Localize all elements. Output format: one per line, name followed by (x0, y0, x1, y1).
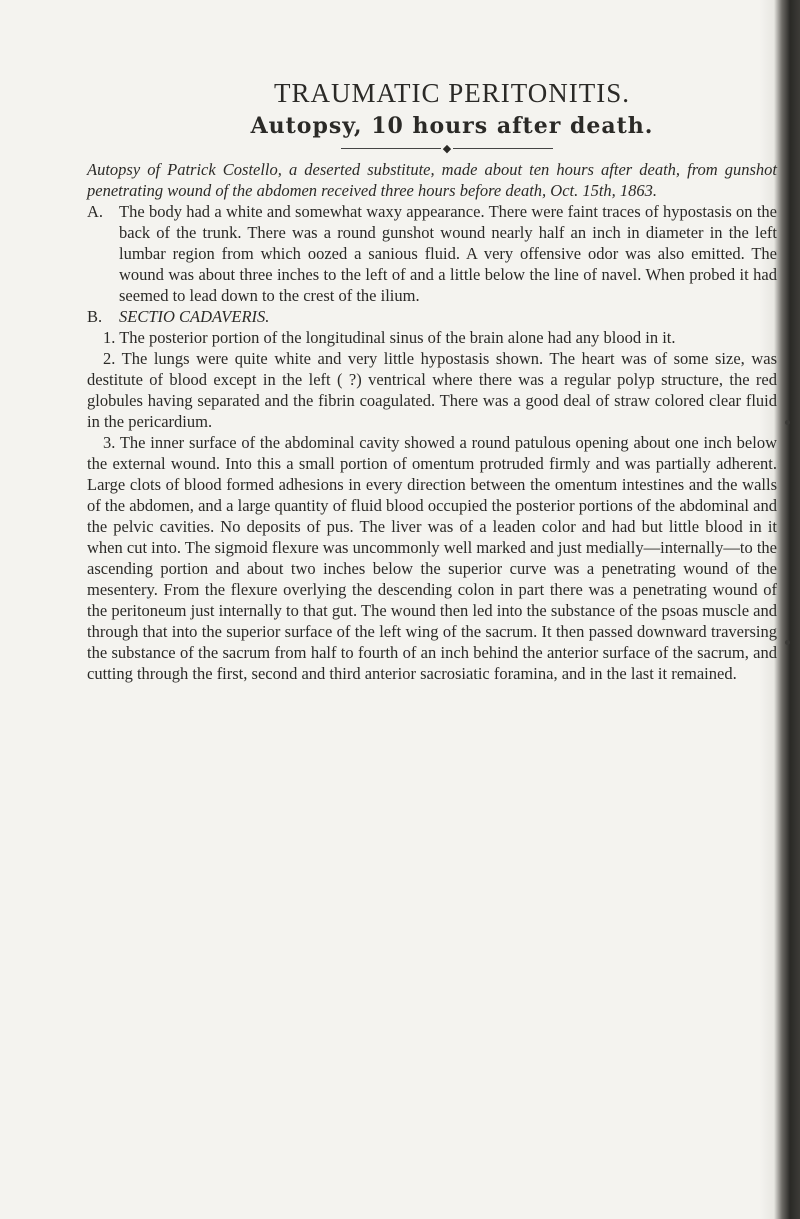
intro-paragraph: Autopsy of Patrick Costello, a deserted substitute, made about ten hours after death, from gunshot penetrating wound of the abdomen received three hours before death, Oct. 15th, 1863. (87, 160, 777, 200)
paragraph-1: 1. The posterior portion of the longitudinal sinus of the brain alone had any blood in it. (103, 328, 676, 347)
section-b-heading (87, 306, 777, 327)
section-b-title: SECTIO CADAVERIS. (119, 307, 270, 326)
ornament-divider (87, 139, 777, 157)
paragraph-2: 2. The lungs were quite white and very little hypostasis shown. The heart was of some size, was destitute of blood except in the left ( ?) ventrical where there was a regular polyp structure, the red globules having separated and the fibrin coagulated. There was a good deal of straw colored clear fluid in the pericardium. (87, 349, 777, 431)
section-a-text: The body had a white and somewhat waxy appearance. There were faint traces of hypostasis on the back of the trunk. There was a round gunshot wound nearly half an inch in diameter in the left lumbar region from which oozed a sanious fluid. A very offensive odor was also emitted. The wound was about three inches to the left of and a little below the line of navel. When probed it had seemed to lead down to the crest of the ilium. (119, 202, 777, 305)
section-a (87, 201, 777, 306)
section-b-label: B. (87, 307, 103, 326)
page-title: TRAUMATIC PERITONITIS. (273, 78, 630, 108)
page-subtitle: Autopsy, 10 hours after death. (250, 113, 654, 139)
section-a-label: A. (87, 202, 104, 221)
diamond-ornament-icon: ◆ (442, 142, 452, 155)
paragraph-3: 3. The inner surface of the abdominal cavity showed a round patulous opening about one inch below the external wound. Into this a small portion of omentum protruded firmly and was partially adherent. Large clots of blood formed adhesions in every direction between the omentum intestines and the walls of the abdomen, and a large quantity of fluid blood occupied the posterior portions of the abdominal and the pelvic cavities. No deposits of pus. The liver was of a leaden color and had but little blood in it when cut into. The sigmoid flexure was uncommonly well marked and just medially—internally—to the ascending portion and about two inches below the superior curve was a penetrating wound of the mesentery. From the flexure overlying the descending colon in part there was a penetrating wound of the peritoneum just internally to that gut. The wound then led into the substance of the psoas muscle and through that into the superior surface of the left wing of the sacrum. It then passed downward traversing the substance of the sacrum from half to fourth of an inch behind the anterior surface of the sacrum, and cutting through the first, second and third anterior sacrosiatic foramina, and in the last it remained. (87, 433, 777, 683)
page-content (87, 78, 777, 684)
